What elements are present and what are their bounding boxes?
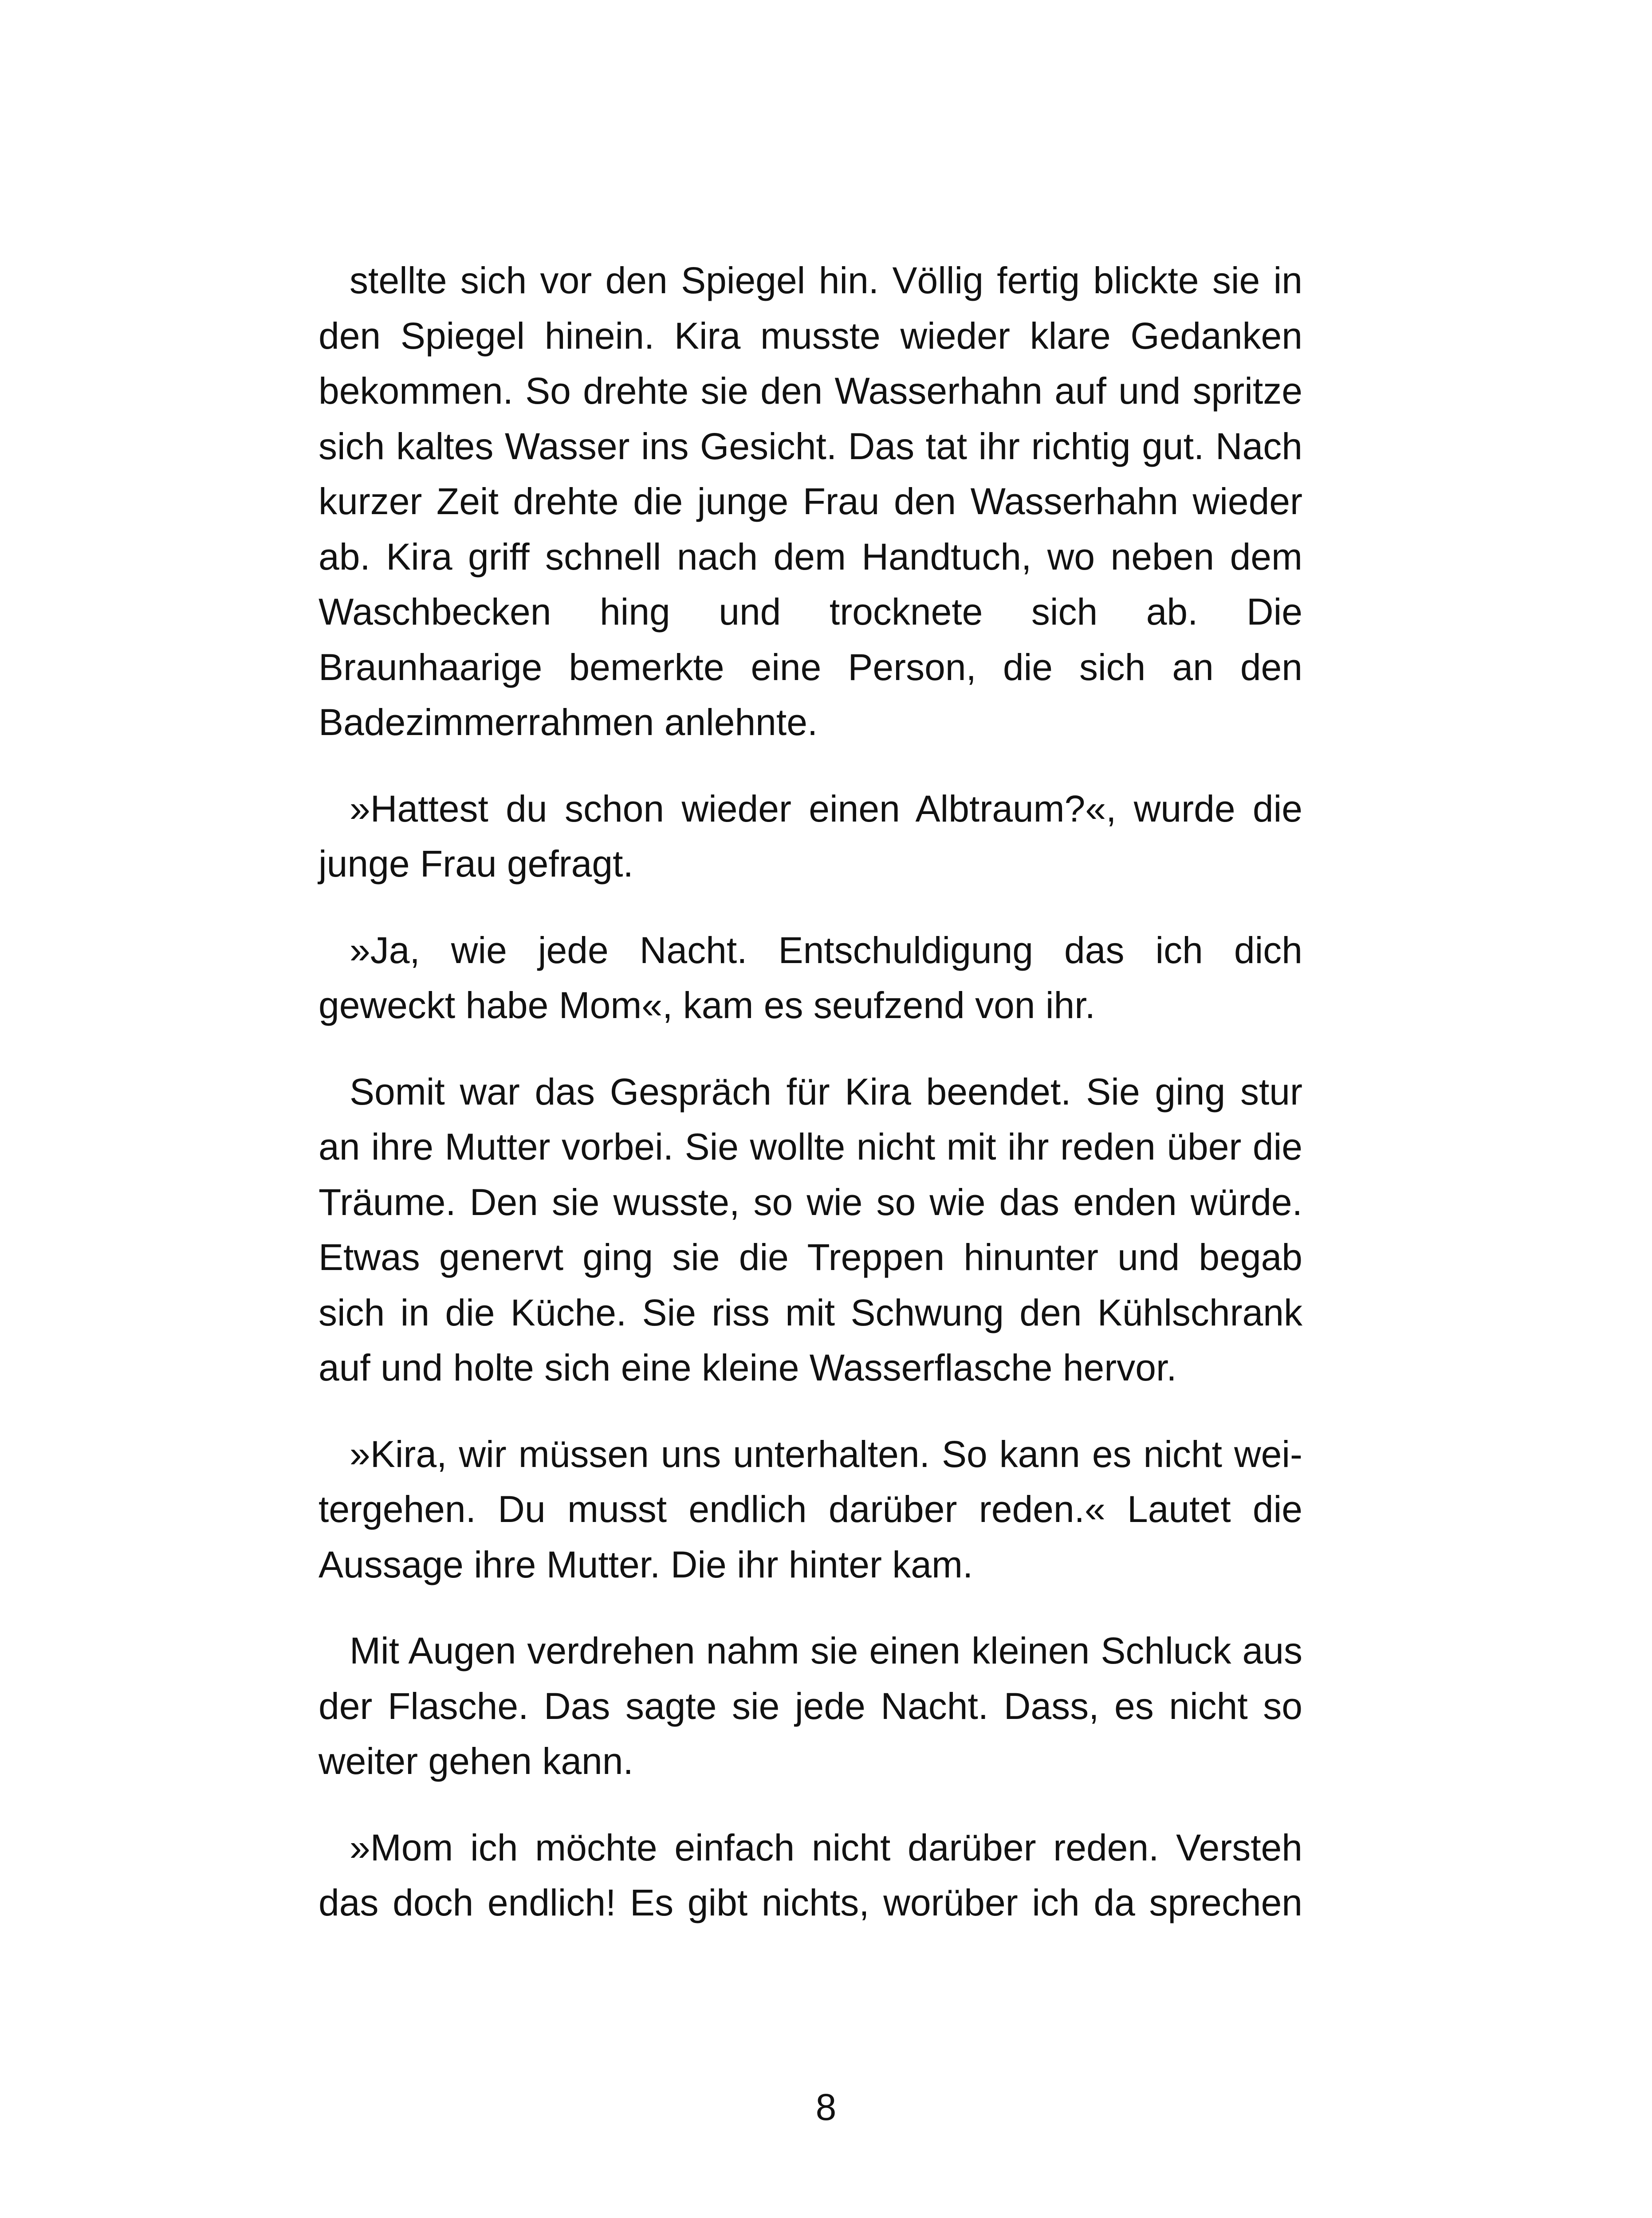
paragraph-3: »Ja, wie jede Nacht. Entschuldigung das ich dich geweckt habe Mom«, kam es seufzend von ihr. (319, 929, 1302, 1026)
page-number: 8 (815, 2086, 837, 2128)
paragraph-6: Mit Augen verdrehen nahm sie einen kleinen Schluck aus der Flasche. Das sagte sie jede Nacht. Dass, es nicht so weiter gehen kann. (319, 1630, 1302, 1782)
body-text (319, 253, 1302, 1931)
paragraph-5: »Kira, wir müssen uns unterhalten. So kann es nicht wei-tergehen. Du musst endlich darüber reden.« Lautet die Aussage ihre Mutter. Die ihr hinter kam. (319, 1433, 1302, 1585)
paragraph-1: stellte sich vor den Spiegel hin. Völlig fertig blickte sie in den Spiegel hinein. Kira musste wieder klare Gedanken bekommen. So drehte sie den Wasserhahn auf und spritze sich kaltes Wasser ins Gesicht. Das tat ihr richtig gut. Nach kurzer Zeit drehte die junge Frau den Wasserhahn wieder ab. Kira griff schnell nach dem Handtuch, wo neben dem Waschbecken hing und trocknete sich ab. Die Braunhaarige bemerkte eine Person, die sich an den Badezimmerrahmen anlehnte. (319, 260, 1302, 743)
paragraph-4: Somit war das Gespräch für Kira beendet. Sie ging stur an ihre Mutter vorbei. Sie wollte nicht mit ihr reden über die Träume. Den sie wusste, so wie so wie das enden würde. Etwas genervt ging sie die Treppen hinunter und begab sich in die Küche. Sie riss mit Schwung den Kühlschrank auf und holte sich eine kleine Wasserflasche hervor. (319, 1070, 1302, 1388)
paragraph-7: »Mom ich möchte einfach nicht darüber reden. Versteh das doch endlich! Es gibt nichts, worüber ich da sprechen (319, 1826, 1302, 1923)
paragraph-2: »Hattest du schon wieder einen Albtraum?«, wurde die junge Frau gefragt. (319, 787, 1302, 885)
